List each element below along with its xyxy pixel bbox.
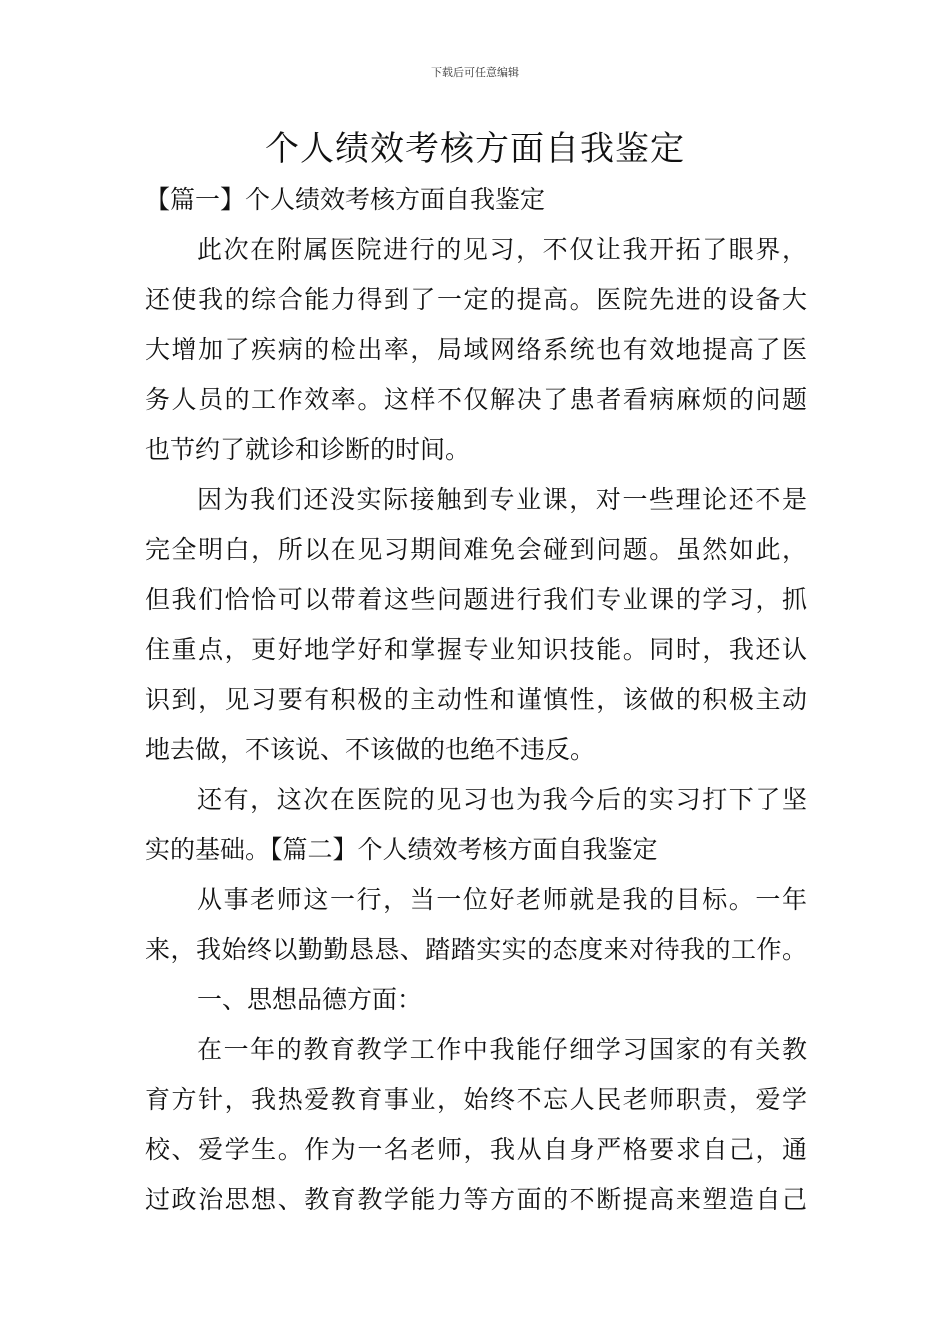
- text-line: 但我们恰恰可以带着这些问题进行我们专业课的学习，抓: [145, 585, 807, 614]
- text-line: 地去做，不该说、不该做的也绝不违反。: [145, 735, 596, 764]
- text-line: 一、思想品德方面：: [197, 985, 423, 1014]
- text-line: 也节约了就诊和诊断的时间。: [145, 435, 471, 464]
- text-line: 来，我始终以勤勤恳恳、踏踏实实的态度来对待我的工作。: [145, 935, 807, 964]
- text-line: 育方针，我热爱教育事业，始终不忘人民老师职责，爱学: [145, 1085, 807, 1114]
- text-line: 识到，见习要有积极的主动性和谨慎性，该做的积极主动: [145, 685, 807, 714]
- text-line: 还使我的综合能力得到了一定的提高。医院先进的设备大: [145, 285, 807, 314]
- page-header: 下载后可任意编辑: [431, 66, 519, 79]
- text-line: 完全明白，所以在见习期间难免会碰到问题。虽然如此，: [145, 535, 807, 564]
- text-line: 还有，这次在医院的见习也为我今后的实习打下了坚: [197, 785, 807, 814]
- text-line: 【篇一】个人绩效考核方面自我鉴定: [145, 185, 546, 214]
- text-line: 大增加了疾病的检出率，局域网络系统也有效地提高了医: [145, 335, 807, 364]
- text-line: 实的基础。【篇二】个人绩效考核方面自我鉴定: [145, 835, 658, 864]
- text-line: 因为我们还没实际接触到专业课，对一些理论还不是: [197, 485, 807, 514]
- text-line: 在一年的教育教学工作中我能仔细学习国家的有关教: [197, 1035, 807, 1064]
- text-line: 过政治思想、教育教学能力等方面的不断提高来塑造自己: [145, 1185, 807, 1214]
- text-line: 从事老师这一行，当一位好老师就是我的目标。一年: [197, 885, 807, 914]
- text-line: 住重点，更好地学好和掌握专业知识技能。同时，我还认: [145, 635, 807, 664]
- document-body: [145, 175, 807, 1225]
- text-line: 此次在附属医院进行的见习，不仅让我开拓了眼界，: [197, 235, 807, 264]
- text-line: 校、爱学生。作为一名老师，我从自身严格要求自己，通: [145, 1135, 807, 1164]
- text-line: 务人员的工作效率。这样不仅解决了患者看病麻烦的问题: [145, 385, 807, 414]
- document-title: 个人绩效考核方面自我鉴定: [265, 129, 685, 169]
